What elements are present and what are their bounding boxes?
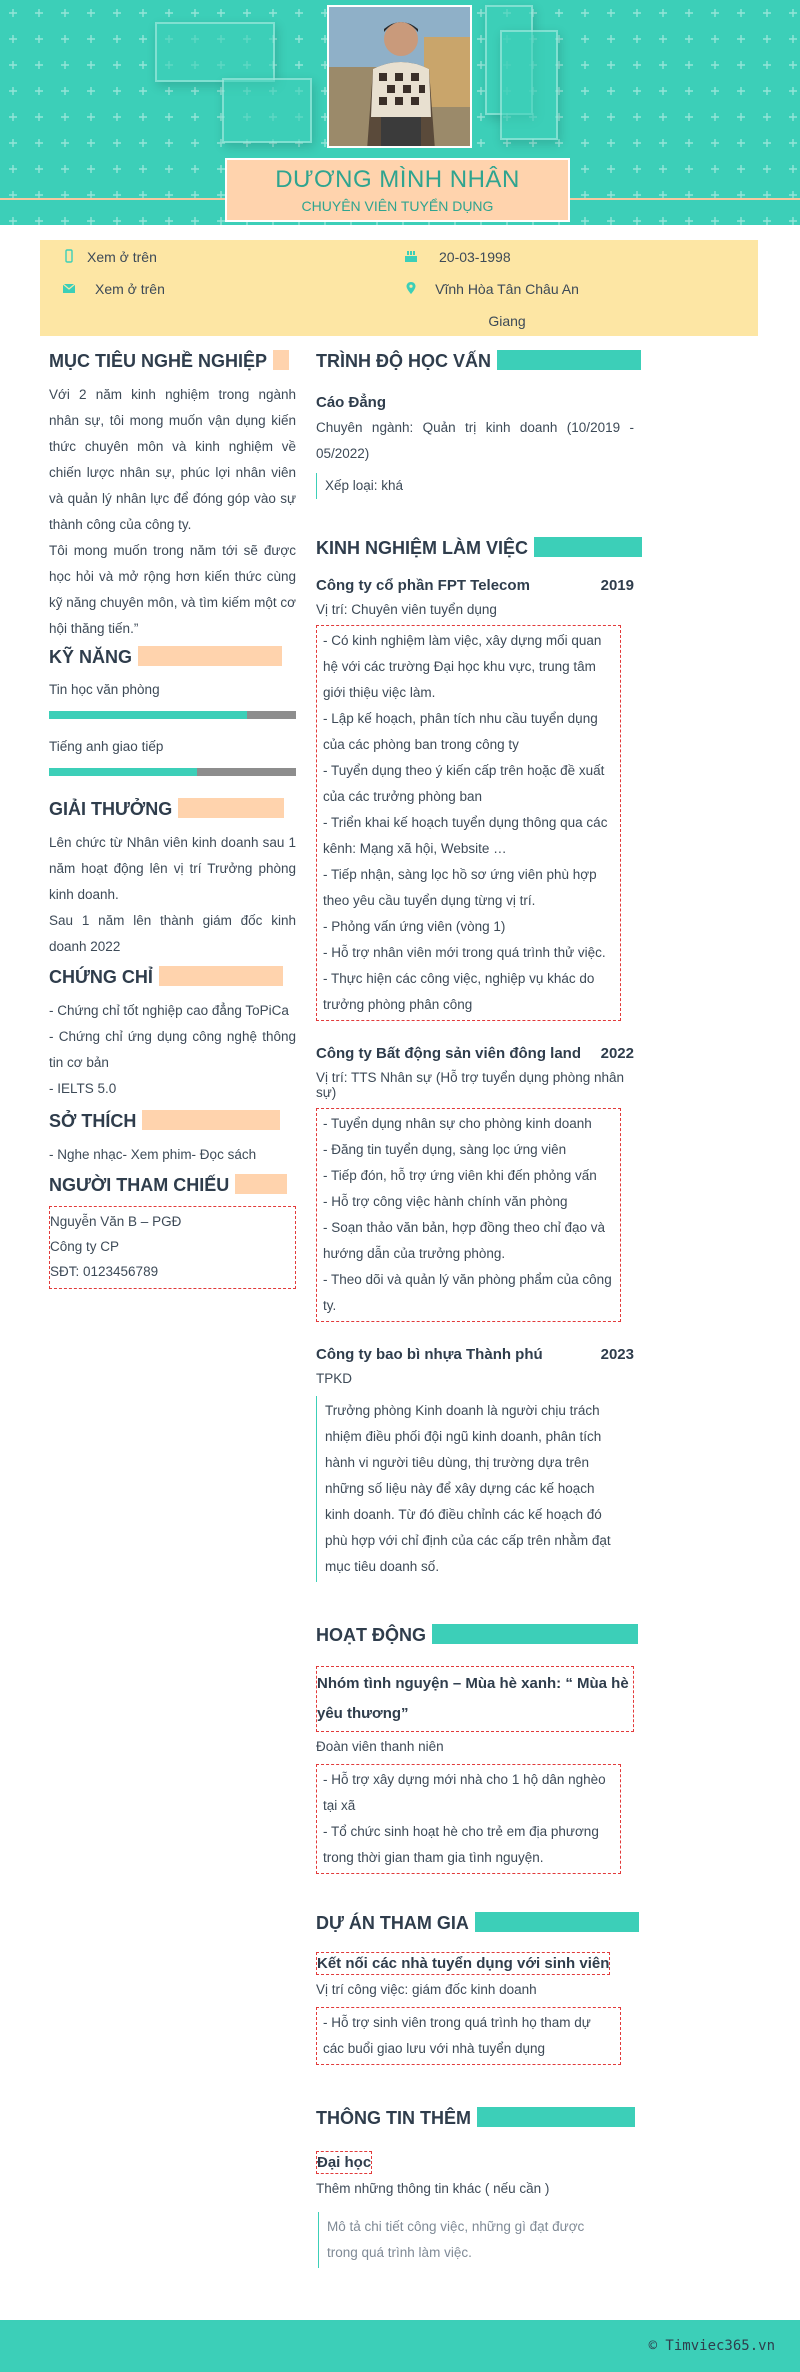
job-entry — [316, 1045, 634, 1322]
address-value: Vĩnh Hòa Tân Châu An Giang — [435, 281, 579, 329]
extra-sub: Thêm những thông tin khác ( nếu cần ) — [316, 2181, 550, 2196]
skill-bar-fill — [49, 768, 197, 776]
education-grade: Xếp loại: khá — [316, 473, 634, 499]
decor-box — [222, 78, 312, 143]
email-icon — [62, 281, 76, 295]
birthday-value: 20-03-1998 — [439, 249, 511, 265]
job-header — [316, 577, 634, 594]
heading-bar — [497, 350, 641, 370]
list-item: - Tuyển dụng nhân sự cho phòng kinh doanh — [323, 1116, 592, 1131]
hobbies-heading: SỞ THÍCH — [49, 1110, 296, 1138]
education-major: Chuyên ngành: Quản trị kinh doanh (10/2019 - 05/2022) — [316, 420, 634, 461]
reference-line: Nguyễn Văn B – PGĐ — [50, 1214, 182, 1229]
avatar — [327, 5, 472, 148]
objective-heading: MỤC TIÊU NGHỀ NGHIỆP — [49, 350, 296, 378]
list-item: - Tiếp đón, hỗ trợ ứng viên khi đến phỏng vấn — [323, 1168, 597, 1183]
reference-box — [49, 1206, 296, 1289]
heading-bar — [534, 537, 642, 557]
extra-description: Mô tả chi tiết công việc, những gì đạt được trong quá trình làm việc. — [318, 2212, 608, 2268]
job-year: 2019 — [600, 577, 634, 594]
list-item: - Đăng tin tuyển dụng, sàng lọc ứng viên — [323, 1142, 567, 1157]
list-item: - Soạn thảo văn bản, hợp đồng theo chỉ đạo và hướng dẫn của trưởng phòng. — [323, 1220, 606, 1261]
list-item: - Hỗ trợ công việc hành chính văn phòng — [323, 1194, 568, 1209]
header-line-left — [0, 198, 225, 200]
list-item: - Lập kế hoạch, phân tích nhu cầu tuyển dụng của các phòng ban trong công ty — [323, 711, 598, 752]
list-item: - Chứng chỉ tốt nghiệp cao đẳng ToPiCa — [49, 1003, 289, 1018]
heading-bar — [138, 646, 282, 666]
skill-bar — [49, 711, 296, 719]
job-entry — [316, 577, 634, 1021]
left-column — [49, 350, 296, 1289]
heading-bar — [178, 798, 284, 818]
list-item: - IELTS 5.0 — [49, 1081, 117, 1096]
list-item: - Triển khai kế hoạch tuyển dụng thông qua các kênh: Mạng xã hội, Website … — [323, 815, 608, 856]
skill-name: Tiếng anh giao tiếp — [49, 739, 164, 754]
contact-panel — [40, 240, 758, 336]
objective-text-2: Tôi mong muốn trong năm tới sẽ được học hỏi và mở rộng hơn kiến thức cùng kỹ năng chuyên môn, và tìm kiếm một cơ hội thăng tiến.” — [49, 543, 296, 636]
footer-copyright: © Timviec365.vn — [648, 2338, 775, 2354]
heading-bar — [475, 1912, 639, 1932]
reference-heading: NGƯỜI THAM CHIẾU — [49, 1174, 296, 1202]
certs-list — [49, 998, 296, 1102]
heading-bar — [142, 1110, 280, 1130]
list-item: - Theo dõi và quản lý văn phòng phẩm của công ty. — [323, 1272, 612, 1313]
candidate-title: CHUYÊN VIÊN TUYỂN DỤNG — [301, 198, 494, 214]
project-description: - Hỗ trợ sinh viên trong quá trình họ tham dự các buổi giao lưu với nhà tuyển dụng — [316, 2007, 621, 2065]
list-item: - Hỗ trợ nhân viên mới trong quá trình thử việc. — [323, 945, 606, 960]
awards-text-2: Sau 1 năm lên thành giám đốc kinh doanh 2022 — [49, 913, 296, 954]
skill-name: Tin học văn phòng — [49, 682, 160, 697]
job-company: Công ty bao bì nhựa Thành phú — [316, 1346, 543, 1363]
objective-text-1: Với 2 năm kinh nghiệm trong ngành nhân sự, tôi mong muốn vận dụng kiến thức chuyên môn và kinh nghiệm về chiến lược nhân sự, phúc lợi nhân viên và quản lý nhân lực để đóng góp vào sự thành công của công ty. — [49, 387, 296, 532]
activities-heading: HOẠT ĐỘNG — [316, 1624, 634, 1652]
decor-box — [500, 30, 558, 140]
job-year: 2022 — [600, 1045, 634, 1062]
job-company: Công ty cổ phần FPT Telecom — [316, 577, 530, 594]
heading-bar — [432, 1624, 638, 1644]
header-line-right — [570, 198, 800, 200]
activity-role: Đoàn viên thanh niên — [316, 1739, 444, 1754]
extra-name: Đại học — [316, 2151, 372, 2174]
job-description — [316, 625, 621, 1021]
awards-heading: GIẢI THƯỞNG — [49, 798, 296, 826]
project-role: Vị trí công việc: giám đốc kinh doanh — [316, 1982, 537, 1997]
job-position: TPKD — [316, 1371, 353, 1386]
project-name: Kết nối các nhà tuyển dụng với sinh viên — [316, 1952, 610, 1975]
skill-bar — [49, 768, 296, 776]
experience-heading: KINH NGHIỆM LÀM VIỆC — [316, 537, 634, 565]
decor-box — [155, 22, 275, 82]
projects-heading: DỰ ÁN THAM GIA — [316, 1912, 634, 1940]
list-item: - Có kinh nghiệm làm việc, xây dựng mối quan hệ với các trường Đại học khu vực, trung tâm giới thiệu việc làm. — [323, 633, 602, 700]
activity-name: Nhóm tình nguyện – Mùa hè xanh: “ Mùa hè yêu thương” — [316, 1666, 634, 1732]
activity-description — [316, 1764, 621, 1874]
job-position: Vị trí: Chuyên viên tuyển dụng — [316, 602, 497, 617]
email-value: Xem ở trên — [95, 281, 165, 297]
reference-line: SĐT: 0123456789 — [50, 1264, 159, 1279]
certs-heading: CHỨNG CHỈ — [49, 966, 296, 994]
job-entry — [316, 1346, 634, 1582]
reference-line: Công ty CP — [50, 1239, 120, 1254]
list-item: - Tuyển dụng theo ý kiến cấp trên hoặc đề xuất của các trưởng phòng ban — [323, 763, 605, 804]
job-header — [316, 1045, 634, 1062]
awards-text-1: Lên chức từ Nhân viên kinh doanh sau 1 năm hoạt động lên vị trí Trưởng phòng kinh doanh. — [49, 835, 296, 902]
birthday-icon — [404, 249, 418, 263]
name-box — [225, 158, 570, 222]
phone-value: Xem ở trên — [87, 249, 157, 265]
candidate-name: DƯƠNG MÌNH NHÂN — [275, 166, 520, 193]
list-item: - Chứng chỉ ứng dụng công nghệ thông tin cơ bản — [49, 1029, 296, 1070]
job-description: Trưởng phòng Kinh doanh là người chịu trách nhiệm điều phối đội ngũ kinh doanh, phân tích hành vi người tiêu dùng, thị trường dựa trên những số liệu này để xây dựng các kế hoạch kinh doanh. Từ đó điều chỉnh các kế hoạch đó phù hợp với chỉ định của các cấp trên nhằm đạt mục tiêu doanh số. — [316, 1396, 621, 1582]
list-item: - Hỗ trợ xây dựng mới nhà cho 1 hộ dân nghèo tại xã — [323, 1772, 606, 1813]
extra-heading: THÔNG TIN THÊM — [316, 2107, 634, 2135]
job-company: Công ty Bất động sản viên đông land — [316, 1045, 581, 1062]
hobbies-text: - Nghe nhạc- Xem phim- Đọc sách — [49, 1147, 257, 1162]
heading-bar — [235, 1174, 287, 1194]
job-position: Vị trí: TTS Nhân sự (Hỗ trợ tuyển dụng phòng nhân sự) — [316, 1070, 625, 1100]
location-pin-icon — [404, 281, 418, 295]
list-item: - Tiếp nhận, sàng lọc hồ sơ ứng viên phù hợp theo yêu cầu tuyển dụng từng vị trí. — [323, 867, 597, 908]
phone-icon — [62, 249, 76, 263]
list-item: - Thực hiện các công việc, nghiệp vụ khác do trưởng phòng phân công — [323, 971, 595, 1012]
job-year: 2023 — [600, 1346, 634, 1363]
heading-bar — [273, 350, 289, 370]
education-heading: TRÌNH ĐỘ HỌC VẤN — [316, 350, 634, 378]
heading-bar — [159, 966, 283, 986]
job-description — [316, 1108, 621, 1322]
right-column — [316, 350, 634, 2268]
list-item: - Tổ chức sinh hoạt hè cho trẻ em địa phương trong thời gian tham gia tình nguyện. — [323, 1824, 599, 1865]
job-header — [316, 1346, 634, 1363]
footer — [0, 2320, 800, 2372]
list-item: - Phỏng vấn ứng viên (vòng 1) — [323, 919, 506, 934]
heading-bar — [477, 2107, 635, 2127]
skills-heading: KỸ NĂNG — [49, 646, 296, 674]
school-name: Cáo Đẳng — [316, 394, 387, 411]
skill-bar-fill — [49, 711, 247, 719]
